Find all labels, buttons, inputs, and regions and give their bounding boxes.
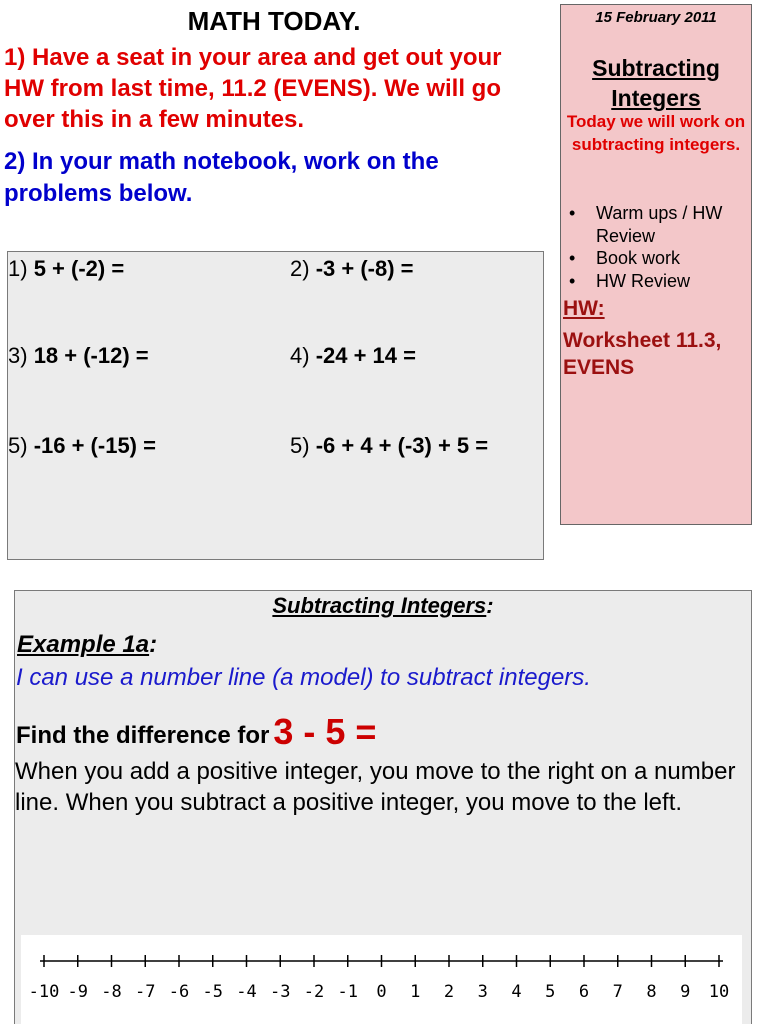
lesson-objective: Today we will work on subtracting integers. bbox=[566, 112, 746, 154]
number-line-tick-label: 1 bbox=[410, 982, 421, 1002]
example-explanation: When you add a positive integer, you move to the right on a number line. When you subtract a positive integer, you move to the left. bbox=[15, 758, 736, 816]
instruction-1: 1) Have a seat in your area and get out your HW from last time, 11.2 (EVENS). We will go over this in a few minutes. bbox=[4, 44, 502, 133]
number-line-tick-label: 4 bbox=[511, 982, 522, 1002]
problem-6-number: 5) bbox=[290, 433, 310, 458]
number-line-tick-label: 8 bbox=[646, 982, 657, 1002]
problem-2-number: 2) bbox=[290, 256, 310, 281]
number-line-tick-label: -2 bbox=[303, 982, 325, 1002]
lesson-heading: Subtracting Integers bbox=[592, 55, 720, 111]
number-line-tick-label: 6 bbox=[578, 982, 590, 1002]
number-line bbox=[21, 935, 742, 1024]
problem-6-expression: -6 + 4 + (-3) + 5 = bbox=[315, 433, 489, 458]
number-line-tick-label: 10 bbox=[708, 982, 730, 1002]
warmup-problems-box bbox=[7, 251, 544, 560]
homework-assignment: Worksheet 11.3, EVENS bbox=[563, 329, 722, 379]
bullet-icon: • bbox=[569, 270, 576, 291]
agenda-item bbox=[561, 270, 751, 293]
bullet-icon: • bbox=[569, 203, 576, 223]
page-title: MATH TODAY. bbox=[187, 6, 361, 36]
problem-1-number: 1) bbox=[8, 256, 28, 281]
example-panel-title bbox=[15, 593, 751, 619]
number-line-tick-label: 7 bbox=[612, 982, 623, 1002]
example-expression: 3 - 5 = bbox=[273, 711, 377, 752]
find-difference-text: Find the difference for bbox=[16, 722, 270, 749]
number-line-tick-label: -3 bbox=[270, 982, 291, 1002]
problem-4-expression: -24 + 14 = bbox=[315, 343, 416, 368]
problem-3 bbox=[8, 343, 149, 369]
lesson-date: 15 February 2011 bbox=[595, 9, 717, 26]
number-line-tick-label: 2 bbox=[443, 982, 455, 1002]
learning-goal: I can use a number line (a model) to subtract integers. bbox=[16, 664, 591, 691]
number-line-tick-label: 5 bbox=[545, 982, 556, 1002]
agenda-list bbox=[561, 202, 751, 292]
problem-6 bbox=[290, 433, 488, 459]
number-line-tick-label: 9 bbox=[680, 982, 691, 1002]
agenda-item-label: HW Review bbox=[596, 270, 691, 291]
number-line-tick-label: -8 bbox=[101, 982, 122, 1002]
homework-label: HW: bbox=[563, 297, 605, 320]
number-line-tick-label: -7 bbox=[135, 982, 156, 1002]
problem-4-number: 4) bbox=[290, 343, 310, 368]
problem-5 bbox=[8, 433, 156, 459]
problem-2 bbox=[290, 256, 414, 282]
bullet-icon: • bbox=[569, 248, 576, 268]
instruction-2: 2) In your math notebook, work on the problems below. bbox=[4, 148, 439, 207]
number-line-tick-label: 0 bbox=[376, 982, 387, 1002]
problem-3-expression: 18 + (-12) = bbox=[33, 343, 149, 368]
example-label-text: Example 1a bbox=[17, 631, 150, 658]
find-difference-prompt bbox=[16, 711, 376, 753]
problem-4 bbox=[290, 343, 416, 369]
problem-3-number: 3) bbox=[8, 343, 28, 368]
example-label bbox=[17, 631, 157, 659]
problem-5-number: 5) bbox=[8, 433, 28, 458]
problem-5-expression: -16 + (-15) = bbox=[33, 433, 156, 458]
example-label-colon: : bbox=[149, 631, 158, 658]
number-line-tick-label: -4 bbox=[236, 982, 257, 1002]
agenda-item-label: Warm ups / HW Review bbox=[596, 203, 723, 246]
agenda-item bbox=[561, 247, 751, 270]
problem-2-expression: -3 + (-8) = bbox=[315, 256, 414, 281]
problem-1-expression: 5 + (-2) = bbox=[33, 256, 125, 281]
example-title-text: Subtracting Integers bbox=[272, 593, 487, 618]
number-line-tick-label: 3 bbox=[477, 982, 488, 1002]
number-line-tick-label: -10 bbox=[28, 982, 60, 1002]
agenda-item-label: Book work bbox=[596, 248, 681, 268]
agenda-item bbox=[561, 202, 751, 247]
lesson-sidebar bbox=[560, 4, 752, 525]
number-line-tick-label: -1 bbox=[337, 982, 358, 1002]
number-line-tick-label: -5 bbox=[202, 982, 223, 1002]
number-line-graphic bbox=[21, 935, 742, 1024]
example-title-colon: : bbox=[486, 593, 494, 618]
problem-1 bbox=[8, 256, 124, 282]
number-line-tick-label: -6 bbox=[168, 982, 190, 1002]
number-line-tick-label: -9 bbox=[67, 982, 88, 1002]
